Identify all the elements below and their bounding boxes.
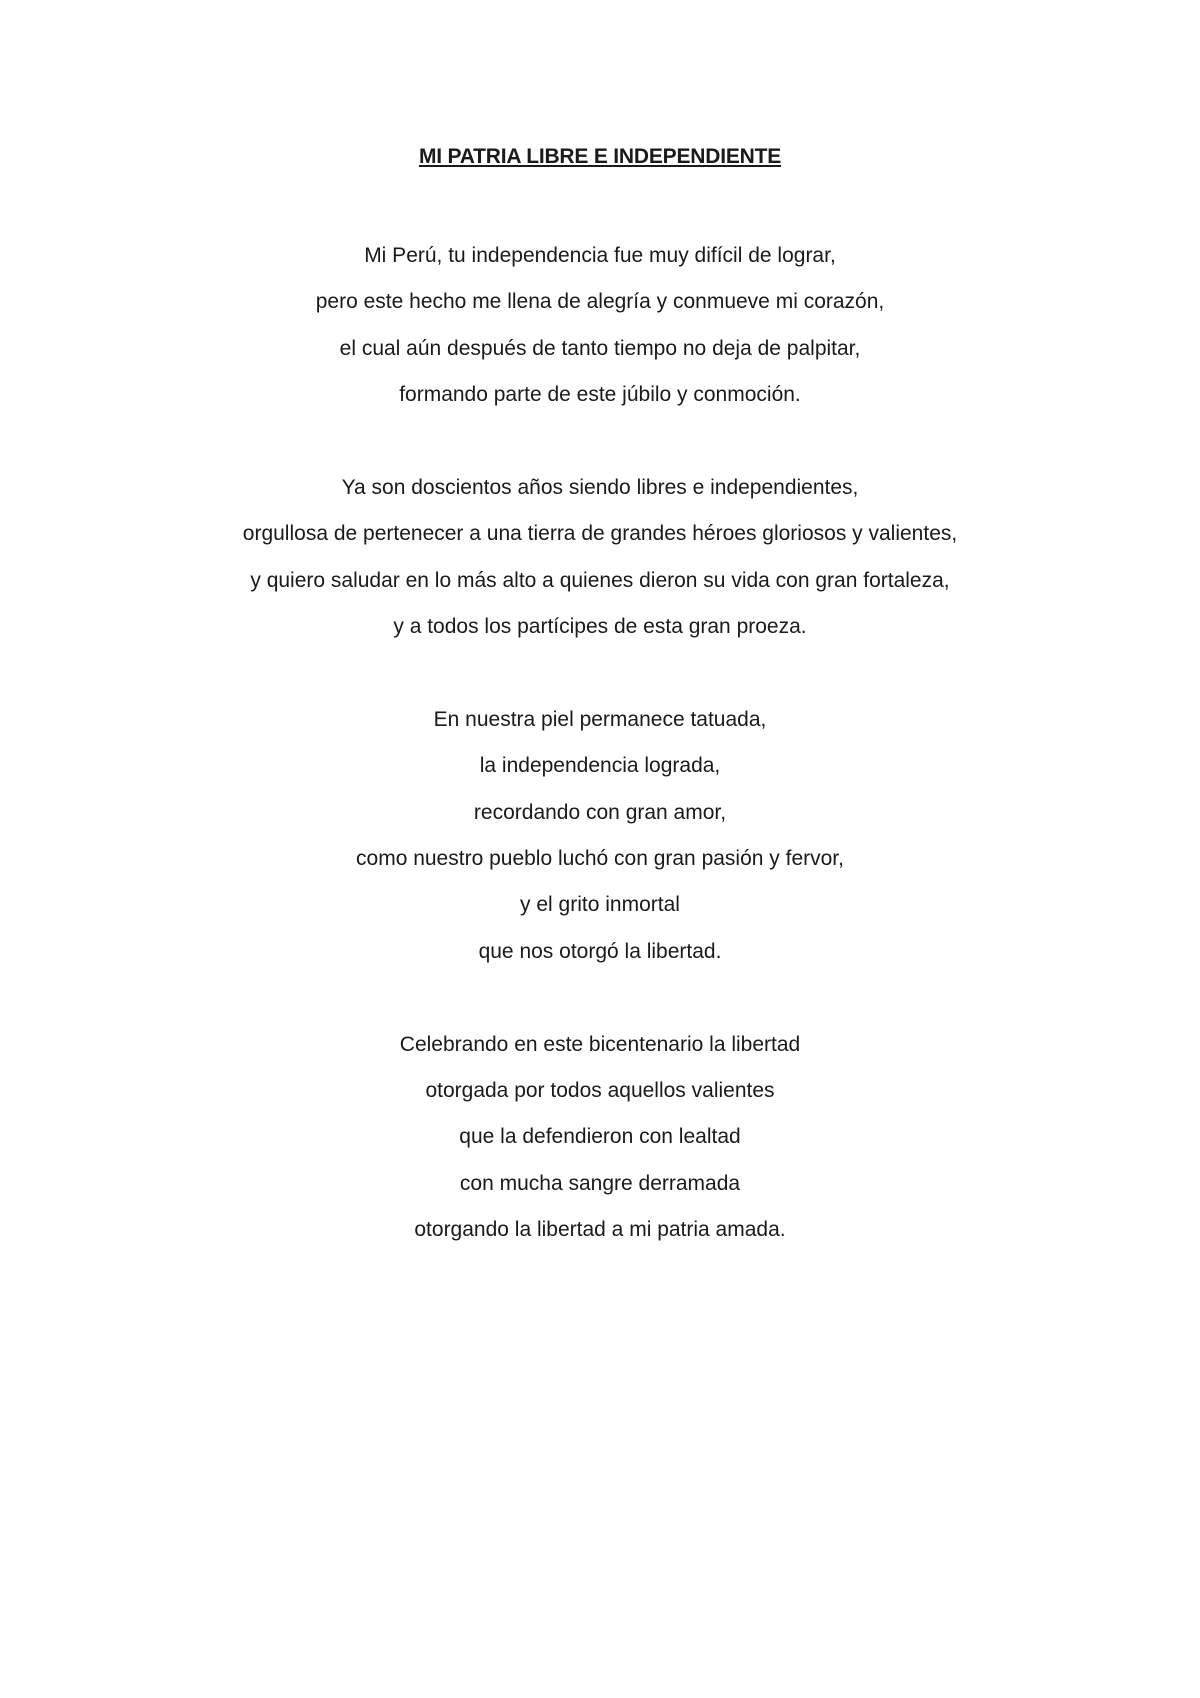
poem-line: En nuestra piel permanece tatuada,: [433, 707, 767, 731]
poem-line: y quiero saludar en lo más alto a quienes dieron su vida con gran fortaleza,: [250, 568, 950, 592]
poem-line: y el grito inmortal: [520, 893, 680, 917]
poem-line: que la defendieron con lealtad: [459, 1125, 741, 1149]
poem-line: la independencia lograda,: [479, 754, 721, 778]
poem-line: orgullosa de pertenecer a una tierra de grandes héroes gloriosos y valientes,: [242, 522, 958, 546]
poem-line: y a todos los partícipes de esta gran proeza.: [393, 615, 807, 639]
stanza-2: [0, 465, 1200, 651]
poem-line: otorgando la libertad a mi patria amada.: [414, 1218, 786, 1242]
stanza-separator: [0, 419, 1200, 465]
poem-body: [0, 233, 1200, 1254]
poem-line: como nuestro pueblo luchó con gran pasión y fervor,: [356, 847, 844, 871]
stanza-1: [0, 233, 1200, 419]
poem-line: con mucha sangre derramada: [459, 1171, 741, 1195]
stanza-separator: [0, 651, 1200, 697]
poem-line: que nos otorgó la libertad.: [478, 939, 722, 963]
poem-line: pero este hecho me llena de alegría y conmueve mi corazón,: [315, 290, 885, 314]
poem-line: Celebrando en este bicentenario la libertad: [399, 1032, 801, 1056]
poem-line: Mi Perú, tu independencia fue muy difícil de lograr,: [364, 244, 836, 267]
poem-line: el cual aún después de tanto tiempo no deja de palpitar,: [339, 336, 861, 360]
stanza-separator: [0, 975, 1200, 1021]
poem-line: Ya son doscientos años siendo libres e independientes,: [341, 475, 859, 499]
stanza-4: [0, 1022, 1200, 1254]
poem-line: formando parte de este júbilo y conmoción.: [399, 383, 801, 407]
poem-title: MI PATRIA LIBRE E INDEPENDIENTE: [418, 145, 782, 168]
poem-line: otorgada por todos aquellos valientes: [425, 1079, 775, 1103]
poem-line: recordando con gran amor,: [473, 800, 727, 824]
stanza-3: [0, 697, 1200, 975]
